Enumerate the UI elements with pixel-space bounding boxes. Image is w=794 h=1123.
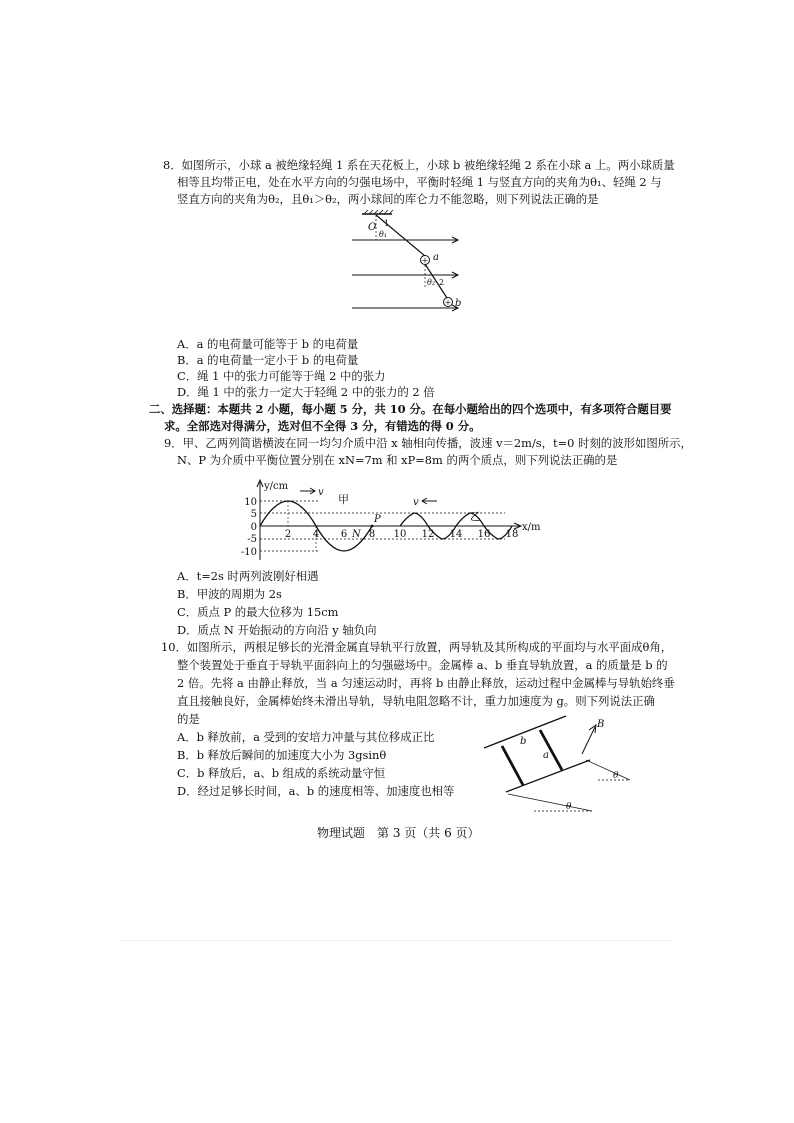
rod-b [502,746,523,785]
q10-option-a: A．b 释放前，a 受到的安培力冲量与其位移成正比 [177,730,435,744]
y-tick-neg10: -10 [240,547,257,558]
q8-figure [350,210,490,325]
q10-stem-line-4: 直且接触良好，金属棒始终未滑出导轨，导轨电阻忽略不计，重力加速度为 g。则下列说法正确 [177,694,655,708]
point-N-label: N [352,529,361,540]
q10-stem-line-5: 的是 [177,712,200,726]
q9-option-c: C．质点 P 的最大位移为 15cm [177,605,339,619]
q10-stem-line-2: 整个装置处于垂直于导轨平面斜向上的匀强磁场中。金属棒 a、b 垂直导轨放置，a 的质量是 b 的 [177,658,668,672]
label-theta1: θ₁ [379,230,388,239]
x-tick-12: 12 [421,529,435,540]
x-tick-16: 16 [477,529,491,540]
q9-wave-figure [230,476,550,564]
theta-label-upper: θ [613,771,619,781]
q8-option-b: B．a 的电荷量一定小于 b 的电荷量 [177,353,359,367]
x-tick-2: 2 [284,529,292,540]
q9-option-b: B．甲波的周期为 2s [177,587,282,601]
q8-option-a: A．a 的电荷量可能等于 b 的电荷量 [177,337,359,351]
rod-a-label: a [543,750,549,761]
q9-stem-line-2: N、P 为介质中平衡位置分别在 xN=7m 和 xP=8m 的两个质点，则下列说法正确的是 [177,453,618,467]
q10-option-d: D．经过足够长时间，a、b 的速度相等、加速度也相等 [177,784,455,798]
label-rope1: 1 [384,219,390,228]
charge-b: + [444,298,452,307]
x-tick-14: 14 [449,529,463,540]
q9-stem-line-1: 9．甲、乙两列简谐横波在同一均匀介质中沿 x 轴相向传播，波速 v＝2m/s，t=0 时刻的波形如图所示， [164,436,692,450]
x-tick-6: 6 [340,529,348,540]
y-tick-neg5: -5 [247,534,257,545]
v-label-yi: v [413,497,419,508]
q9-option-d: D．质点 N 开始振动的方向沿 y 轴负向 [177,623,377,637]
wave-jia-label: 甲 [338,493,349,506]
q8-stem-line-1: 8．如图所示，小球 a 被绝缘轻绳 1 系在天花板上，小球 b 被绝缘轻绳 2 系在小球 a 上。两小球质量 [163,158,675,172]
q10-stem-line-1: 10．如图所示，两根足够长的光滑金属直导轨平行放置，两导轨及其所构成的平面均与水平面成θ角， [161,640,673,654]
x-tick-8: 8 [368,529,376,540]
label-theta2: θ₂ [427,278,436,287]
theta-label-lower: θ [566,802,572,812]
y-axis-label: y/cm [264,481,289,492]
label-b: b [455,298,462,309]
q10-option-b: B．b 释放后瞬间的加速度大小为 3gsinθ [177,748,387,762]
x-tick-10: 10 [393,529,407,540]
field-B-arrow [582,727,595,754]
x-tick-18: 18 [505,529,519,540]
field-B-label: B [597,719,605,730]
page-footer: 物理试题 第 3 页（共 6 页） [317,826,480,840]
v-label-jia: v [318,487,324,498]
y-tick-5: 5 [250,509,257,520]
y-tick-10: 10 [244,497,257,508]
q8-stem-line-2: 相等且均带正电，处在水平方向的匀强电场中，平衡时轻绳 1 与竖直方向的夹角为θ₁、轻绳 2 与 [177,175,662,189]
point-P-label: P [374,514,381,525]
page-bottom-rule [120,940,670,941]
section2-heading-line-1: 二、选择题：本题共 2 小题，每小题 5 分，共 10 分。在每小题给出的四个选项中，有多项符合题目要 [149,402,672,416]
wave-yi-label: 乙 [470,510,481,523]
x-axis-label: x/m [522,522,541,533]
q8-stem-line-3: 竖直方向的夹角为θ₂，且θ₁＞θ₂，两小球间的库仑力不能忽略，则下列说法正确的是 [177,192,599,206]
section2-heading-line-2: 求。全部选对得满分，选对但不全得 3 分，有错选的得 0 分。 [164,419,481,433]
label-O: O [368,222,377,233]
rod-b-label: b [520,736,527,747]
q10-option-c: C．b 释放后，a、b 组成的系统动量守恒 [177,766,386,780]
x-tick-4: 4 [312,529,320,540]
q10-stem-line-3: 2 倍。先将 a 由静止释放，当 a 匀速运动时，再将 b 由静止释放，运动过程中金属棒与导轨始终垂 [177,676,675,690]
label-a: a [433,252,439,263]
q10-rail-figure [480,714,640,814]
y-tick-0: 0 [250,522,257,533]
charge-a: + [421,256,429,265]
q9-option-a: A．t=2s 时两列波刚好相遇 [177,569,319,583]
q8-option-c: C．绳 1 中的张力可能等于绳 2 中的张力 [177,369,386,383]
q8-option-d: D．绳 1 中的张力一定大于轻绳 2 中的张力的 2 倍 [177,385,435,399]
label-rope2: 2 [439,278,445,287]
